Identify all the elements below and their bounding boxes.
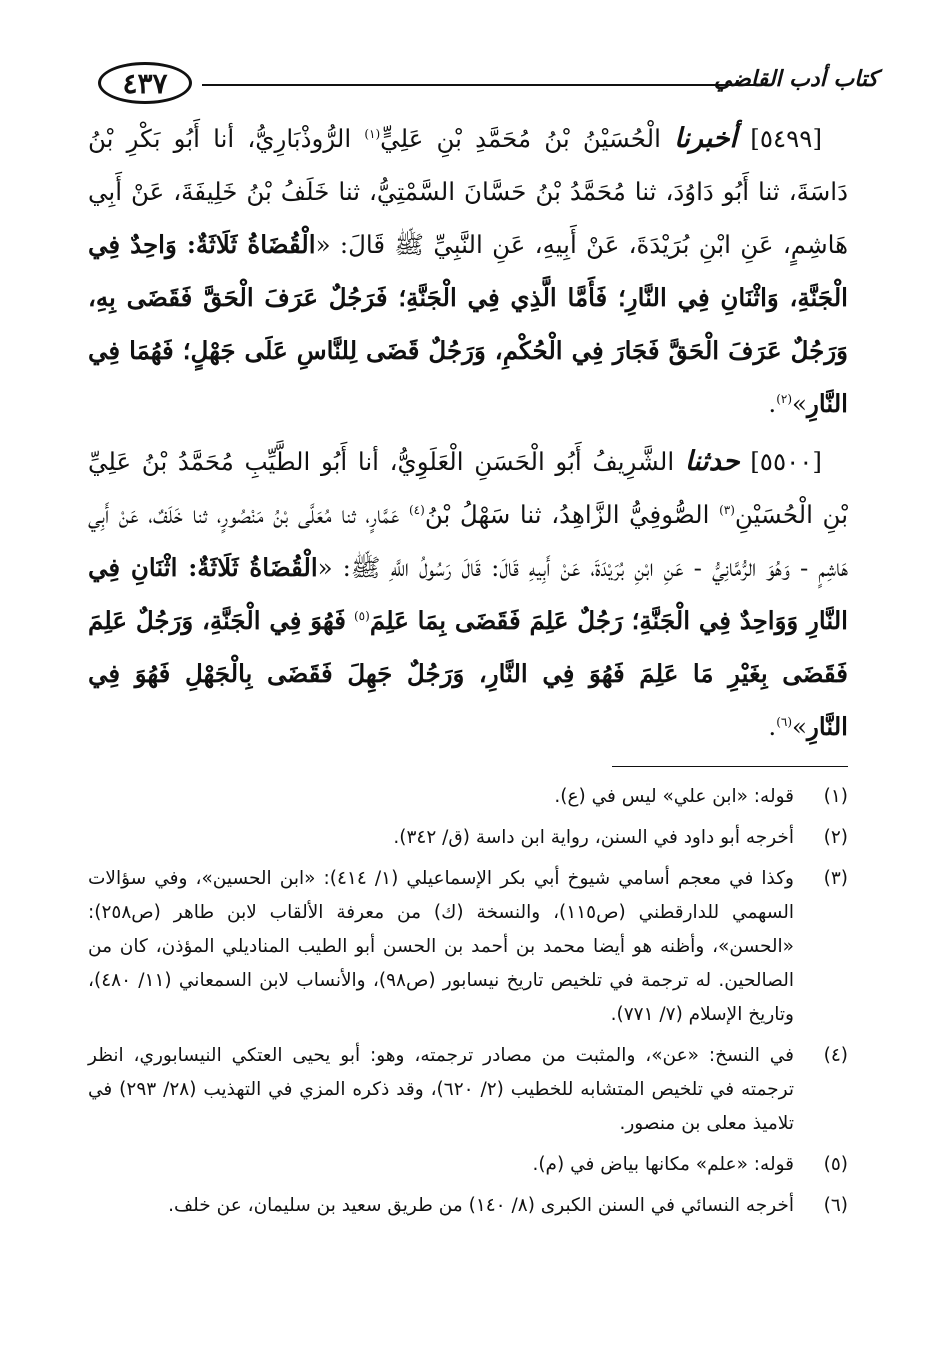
matn-text: فَهُوَ فِي الْجَنَّةِ، وَرَجُلٌ عَلِمَ فَقَضَى بِغَيْرِ مَا عَلِمَ فَهُوَ فِي النَّارِ، وَرَجُلٌ جَهِلَ فَقَضَى بِالْجَهْلِ فَهُوَ فِي النَّارِ — [88, 606, 848, 741]
footnote-item — [88, 862, 848, 1032]
footnote-number: (١) — [823, 786, 848, 807]
isnad-text: الشَّرِيفُ أَبُو الْحَسَنِ الْعَلَوِيُّ، أنا أَبُو الطَّيِّبِ مُحَمَّدُ بْنُ عَلِيِّ بْنِ الْحُسَيْنِ — [88, 447, 849, 529]
footnote-text: في النسخ: «عن»، والمثبت من مصادر ترجمته، وهو: أبو يحيى العتكي النيسابوري، انظر ترجمته في تلخيص المتشابه للخطيب (٢/ ٦٢٠)، وقد ذكره المزي في التهذيب (٢٨/ ٢٩٣) في تلاميذ معلى بن منصور. — [88, 1045, 794, 1134]
closing-quote: » — [792, 389, 808, 418]
footnote-marker: (٦) — [776, 714, 793, 729]
transmission-keyword: حدثنا — [684, 446, 740, 477]
hadith-number: [٥٤٩٩] — [750, 124, 823, 153]
page-number: ٤٣٧ — [98, 62, 192, 104]
footnote-number: (٥) — [823, 1154, 848, 1175]
footnote-marker: (١) — [364, 126, 381, 141]
transmission-keyword: أخبرنا — [674, 123, 738, 154]
footnote-number: (٤) — [823, 1045, 848, 1066]
hadith-number: [٥٥٠٠] — [750, 447, 822, 476]
page-header — [98, 58, 878, 112]
footnote-item — [88, 1189, 848, 1223]
main-text — [88, 112, 848, 758]
full-stop: . — [768, 389, 777, 418]
footnote-text: قوله: «ابن علي» ليس في (ع). — [554, 786, 794, 807]
hadith-5499 — [88, 112, 848, 430]
footnote-marker: (٣) — [719, 502, 735, 517]
footnote-marker: (٤) — [408, 502, 425, 517]
header-rule — [202, 84, 762, 86]
isnad-text: عَمَّارٍ، ثنا مُعَلَّى بْنُ مَنْصُورٍ، ثنا خَلَفٌ، عَنْ أَبِي هَاشِمٍ - وَهُوَ الرُّمَّانِيُّ - عَنِ ابْنِ بُرَيْدَةَ، عَنْ أَبِيهِ قَالَ: قَالَ رَسُولُ اللَّهِ ﷺ: « — [88, 500, 848, 582]
footnote-text: أخرجه أبو داود في السنن، رواية ابن داسة (ق/ ٣٤٢). — [393, 827, 794, 848]
full-stop: . — [768, 712, 777, 741]
isnad-text: الصُّوفِيُّ الزَّاهِدُ، ثنا سَهْلُ بْنُ — [424, 500, 710, 529]
footnote-number: (٣) — [823, 868, 848, 889]
footnote-number: (٦) — [823, 1195, 848, 1216]
footnotes — [88, 780, 848, 1230]
footnote-number: (٢) — [823, 827, 848, 848]
footnote-item — [88, 1148, 848, 1182]
footnote-text: قوله: «علم» مكانها بياض في (م). — [532, 1154, 794, 1175]
book-title: كتاب أدب القاضي — [713, 66, 878, 92]
isnad-text: الْحُسَيْنُ بْنُ مُحَمَّدِ بْنِ عَلِيٍّ — [380, 124, 661, 153]
footnote-marker: (٥) — [353, 608, 370, 623]
footnote-item — [88, 1039, 848, 1141]
closing-quote: » — [792, 712, 808, 741]
footnote-item — [88, 821, 848, 855]
isnad-text: الرُّوذْبَارِيُّ، أنا أَبُو بَكْرِ بْنُ دَاسَةَ، ثنا أَبُو دَاوُدَ، ثنا مُحَمَّدُ بْنُ حَسَّانَ السَّمْتِيُّ، ثنا خَلَفُ بْنُ خَلِيفَةَ، عَنْ أَبِي هَاشِمٍ، عَنِ ابْنِ بُرَيْدَةَ، عَنْ أَبِيهِ، عَنِ النَّبِيِّ ﷺ قَالَ: « — [88, 124, 848, 259]
footnote-text: أخرجه النسائي في السنن الكبرى (٨/ ١٤٠) من طريق سعيد بن سليمان، عن خلف. — [168, 1195, 794, 1216]
footnote-marker: (٢) — [776, 391, 793, 406]
footnote-item — [88, 780, 848, 814]
matn-text: الْقُضَاةُ ثَلَاثَةٌ: اثْنَانِ فِي النَّارِ وَوَاحِدٌ فِي الْجَنَّةِ؛ رَجُلٌ عَلِمَ فَقَضَى بِمَا عَلِمَ — [88, 553, 848, 635]
footnote-text: وكذا في معجم أسامي شيوخ أبي بكر الإسماعيلي (١/ ٤١٤): «ابن الحسين»، وفي سؤالات السهمي للدارقطني (ص١١٥)، والنسخة (ك) من معرفة الألقاب لابن طاهر (ص٢٥٨): «الحسن»، وأظنه هو أيضا محمد بن أحمد بن الحسن أبو الطيب المناديلي المؤذن، كان من الصالحين. له ترجمة في تلخيص تاريخ نيسابور (ص٩٨)، والأنساب لابن السمعاني (١١/ ٤٨٠)، وتاريخ الإسلام (٧/ ٧٧١). — [88, 868, 794, 1025]
footnote-separator — [612, 766, 848, 767]
hadith-5500 — [88, 435, 848, 753]
matn-text: الْقُضَاةُ ثَلَاثَةٌ: وَاحِدٌ فِي الْجَنَّةِ، وَاثْنَانِ فِي النَّارِ؛ فَأَمَّا الَّذِي فِي الْجَنَّةِ؛ فَرَجُلٌ عَرَفَ الْحَقَّ فَقَضَى بِهِ، وَرَجُلٌ عَرَفَ الْحَقَّ فَجَارَ فِي الْحُكْمِ، وَرَجُلٌ قَضَى لِلنَّاسِ عَلَى جَهْلٍ؛ فَهُمَا فِي النَّارِ — [88, 230, 848, 418]
